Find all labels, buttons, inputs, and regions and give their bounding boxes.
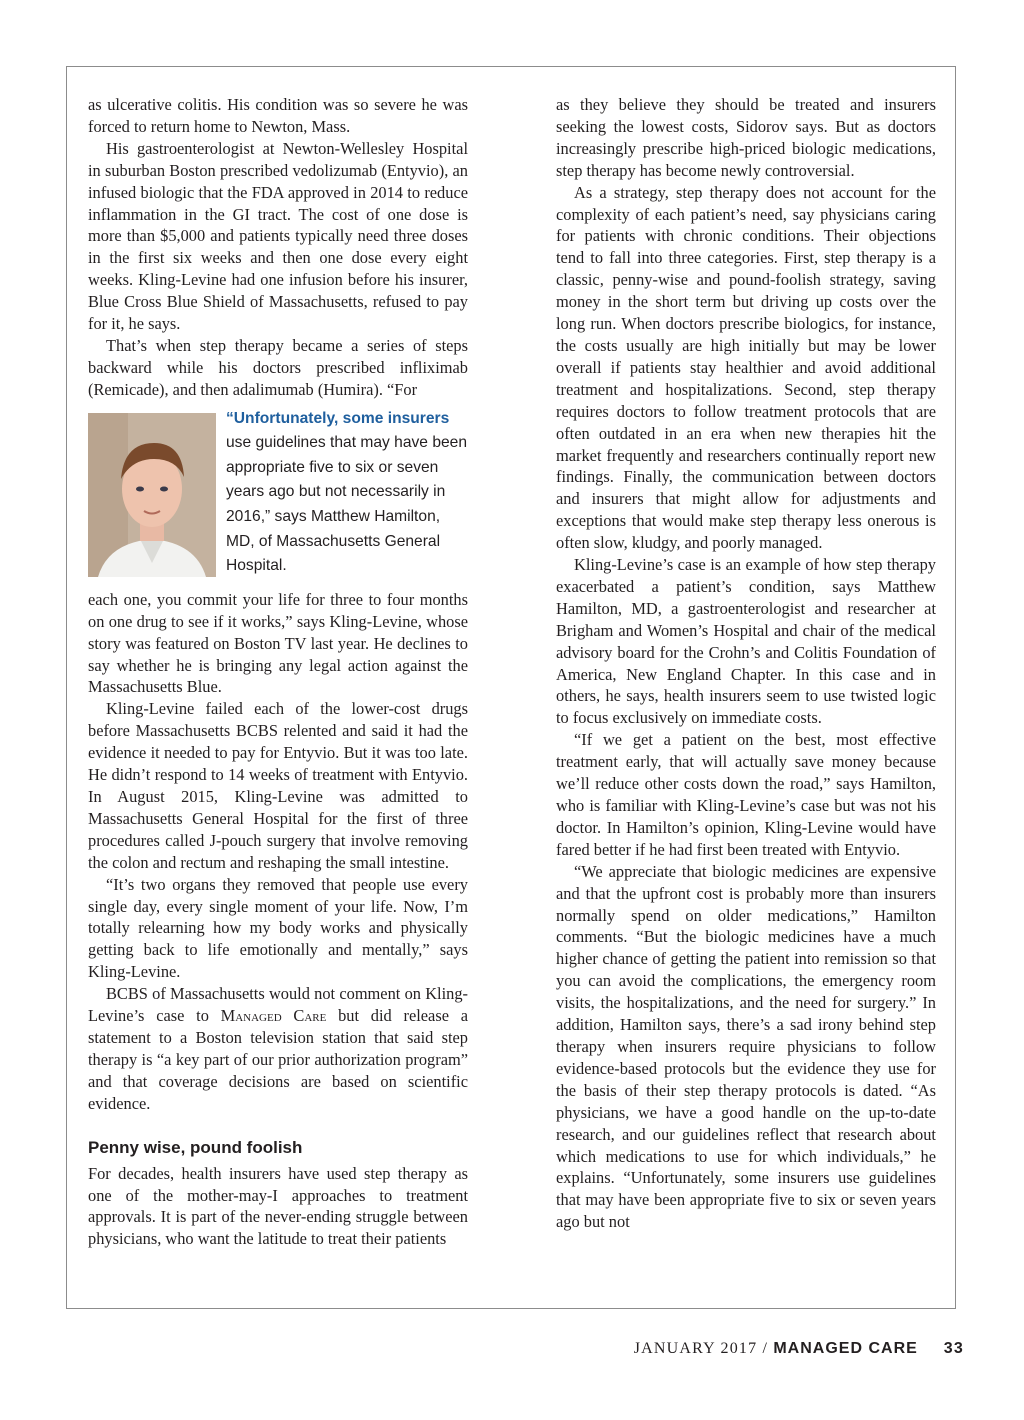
footer-date: JANUARY 2017 /	[633, 1340, 774, 1357]
magazine-name: Managed Care	[220, 1006, 327, 1026]
paragraph: Kling-Levine failed each of the lower-cost drugs before Massachusetts BCBS relented and said it had the evidence it needed to pay for Entyvio. But it was too late. He didn’t respond to 14 weeks of treatment with Entyvio. In August 2015, Kling-Levine was admitted to Massachusetts General Hospital for the first of three procedures called J-pouch surgery that involve removing the colon and rectum and reshaping the small intestine.	[88, 699, 468, 872]
paragraph: as ulcerative colitis. His condition was so severe he was forced to return home to Newton, Mass.	[88, 95, 468, 136]
paragraph: “It’s two organs they removed that people use every single day, every single moment of your life. Now, I’m totally relearning how my body works and physically getting back to life emotionally and mentally,” says Kling-Levine.	[88, 874, 468, 982]
paragraph: That’s when step therapy became a series of steps backward while his doctors prescribed infliximab (Remicade), and then adalimumab (Humira). “For	[88, 335, 468, 399]
paragraph: His gastroenterologist at Newton-Wellesley Hospital in suburban Boston prescribed vedolizumab (Entyvio), an infused biologic that the FDA approved in 2014 to reduce inflammation in the GI tract. The cost of one dose is more than $5,000 and patients typically need three doses in the first six weeks and then one dose every eight weeks. Kling-Levine had one infusion before his insurer, Blue Cross Blue Shield of Massachusetts, refused to pay for it, he says.	[88, 138, 468, 334]
paragraph: Kling-Levine’s case is an example of how step therapy exacerbated a patient’s condition, says Matthew Hamilton, MD, a gastroenterologist and researcher at Brigham and Women’s Hospital and chair of the medical advisory board for the Crohn’s and Colitis Foundation of America, New England Chapter. In this case and in others, he says, health insurers seem to use twisted logic to focus exclusively on immediate costs.	[556, 555, 936, 728]
pull-quote-lead: “Unfortunately, some insurers	[226, 409, 450, 427]
paragraph	[88, 983, 468, 1114]
pull-quote-body: use guidelines that may have been appropriate five to six or seven years ago but not necessarily in 2016,” says Matthew Hamilton, MD, of Massachusetts General Hospital.	[226, 434, 468, 575]
paragraph: “If we get a patient on the best, most effective treatment early, that will actually save money because we’ll reduce other costs down the road,” says Hamilton, who is familiar with Kling-Levine’s case but was not his doctor. In Hamilton’s opinion, Kling-Levine would have fared better if he had first been treated with Entyvio.	[556, 730, 936, 859]
page-footer	[634, 1340, 964, 1358]
paragraph: As a strategy, step therapy does not account for the complexity of each patient’s need, say physicians caring for patients with chronic conditions. Their objections tend to fall into three categories. First, step therapy is a classic, penny-wise and pound-foolish strategy, saving money in the short term but driving up costs over the long run. When doctors prescribe biologics, for instance, the costs usually are high initially but may be lower overall if patients stay healthier and avoid additional treatment and hospitalizations. Second, step therapy requires doctors to follow treatment protocols that are often outdated in an era when new therapies hit the market frequently and researchers continually report new findings. Finally, the communication between doctors and insurers that might allow for adjustments and exceptions that would make step therapy less onerous is often slow, kludgy, and poorly managed.	[556, 182, 936, 553]
page-number: 33	[943, 1340, 964, 1357]
paragraph: each one, you commit your life for three to four months on one drug to see if it works,” says Kling-Levine, whose story was featured on Boston TV last year. He declines to say whether he is bringing any legal action against the Massachusetts Blue.	[88, 589, 468, 697]
portrait-illustration	[88, 413, 216, 577]
pull-quote	[226, 407, 468, 579]
right-column	[556, 94, 936, 1233]
pull-quote-figure	[88, 407, 468, 579]
section-subhead: Penny wise, pound foolish	[88, 1137, 303, 1157]
left-column	[88, 94, 468, 1250]
paragraph: For decades, health insurers have used step therapy as one of the mother-may-I approaches to treatment approvals. It is part of the never-ending struggle between physicians, who want the latitude to treat their patients	[88, 1163, 468, 1249]
paragraph-text: but did release a statement to a Boston television station that said step therapy is “a key part of our prior authorization program” and that coverage decisions are based on scientific evidence.	[88, 1006, 469, 1113]
portrait-photo	[88, 413, 216, 577]
paragraph: as they believe they should be treated and insurers seeking the lowest costs, Sidorov says. But as doctors increasingly prescribe high-priced biologic medications, step therapy has become newly controversial.	[556, 95, 936, 180]
paragraph: “We appreciate that biologic medicines are expensive and that the upfront cost is probably more than insurers normally spend on older medications,” Hamilton comments. “But the biologic medicines have a much higher chance of getting the patient into remission so that you can avoid the complications, the emergency room visits, the hospitalizations, and the need for surgery.” In addition, Hamilton says, there’s a sad irony behind step therapy when insurers require physicians to follow evidence-based protocols but the evidence they use for the basis of their step therapy protocols is dated. “As physicians, we have a good handle on the up-to-date research, and our guidelines reflect that research about which medications to use for which individuals,” he explains. “Unfortunately, some insurers use guidelines that may have been appropriate five to six or seven years ago but not	[556, 861, 936, 1232]
footer-magazine: MANAGED CARE	[773, 1340, 918, 1357]
paragraph-text: BCBS of Massachusetts would not comment on Kling-Levine’s case to	[88, 984, 468, 1026]
